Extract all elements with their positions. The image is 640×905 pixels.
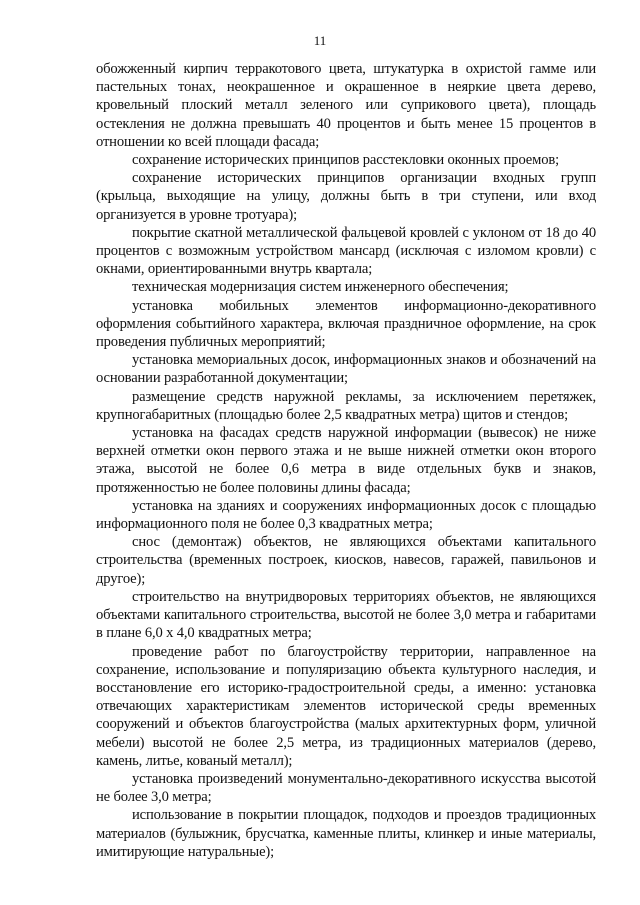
paragraph: сохранение исторических принципов расстекловки оконных проемов; <box>132 152 559 169</box>
paragraph: установка на зданиях и сооружениях информационных досок с площадью информационного поля не более 0,3 квадратных метра; <box>96 497 596 533</box>
paragraph: установка на фасадах средств наружной информации (вывесок) не ниже верхней отметки окон первого этажа и не выше нижней отметки окон второго этажа, высотой не более 0,6 метра в виде отдельных букв и знаков, протяженностью не более половины длины фасада; <box>96 425 596 496</box>
paragraph: снос (демонтаж) объектов, не являющихся объектами капитального строительства (временных построек, киосков, навесов, гаражей, павильонов и другое); <box>96 534 596 587</box>
paragraph: установка мемориальных досок, информационных знаков и обозначений на основании разработанной документации; <box>96 352 596 387</box>
paragraph-continuation: обожженный кирпич терракотового цвета, штукатурка в охристой гамме или пастельных тонах, неокрашенное и окрашенное в неяркие цвета дерево, кровельный плоский металл зеленого или суприкового цвета), площадь остекления не должна превышать 40 процентов и быть менее 15 процентов в отношении ко всей площади фасада; <box>96 61 596 150</box>
paragraph: использование в покрытии площадок, подходов и проездов традиционных материалов (булыжник, брусчатка, каменные плиты, клинкер и иные материалы, имитирующие натуральные); <box>96 807 596 860</box>
paragraph: проведение работ по благоустройству территории, направленное на сохранение, использование и популяризацию объекта культурного наследия, и восстановление его историко-градостроительной среды, а именно: установка отвечающих характеристикам элементов исторической среды временных сооружений и объектов благоустройства (малых архитектурных форм, уличной мебели) высотой не более 2,5 метра, из традиционных материалов (дерево, камень, литье, кованый металл); <box>96 643 596 769</box>
paragraph: покрытие скатной металлической фальцевой кровлей с уклоном от 18 до 40 процентов с возможным устройством мансард (исключая с изломом кровли) с окнами, ориентированными внутрь квартала; <box>96 224 596 278</box>
paragraph: строительство на внутридворовых территориях объектов, не являющихся объектами капитального строительства, высотой не более 3,0 метра и габаритами в плане 6,0 х 4,0 квадратных метра; <box>96 588 596 642</box>
paragraph: сохранение исторических принципов организации входных групп (крыльца, выходящие на улицу, должны быть в три ступени, или вход организуется в уровне тротуара); <box>96 170 596 223</box>
paragraph: установка произведений монументально-декоративного искусства высотой не более 3,0 метра; <box>96 770 596 806</box>
page-number: 11 <box>313 33 327 48</box>
document-body <box>96 60 596 861</box>
paragraph: установка мобильных элементов информационно-декоративного оформления событийного характера, включая праздничное оформление, на срок проведения публичных мероприятий; <box>96 297 596 351</box>
paragraph: техническая модернизация систем инженерного обеспечения; <box>132 279 509 296</box>
paragraph: размещение средств наружной рекламы, за исключением перетяжек, крупногабаритных (площадью более 2,5 квадратных метра) щитов и стендов; <box>96 388 596 423</box>
